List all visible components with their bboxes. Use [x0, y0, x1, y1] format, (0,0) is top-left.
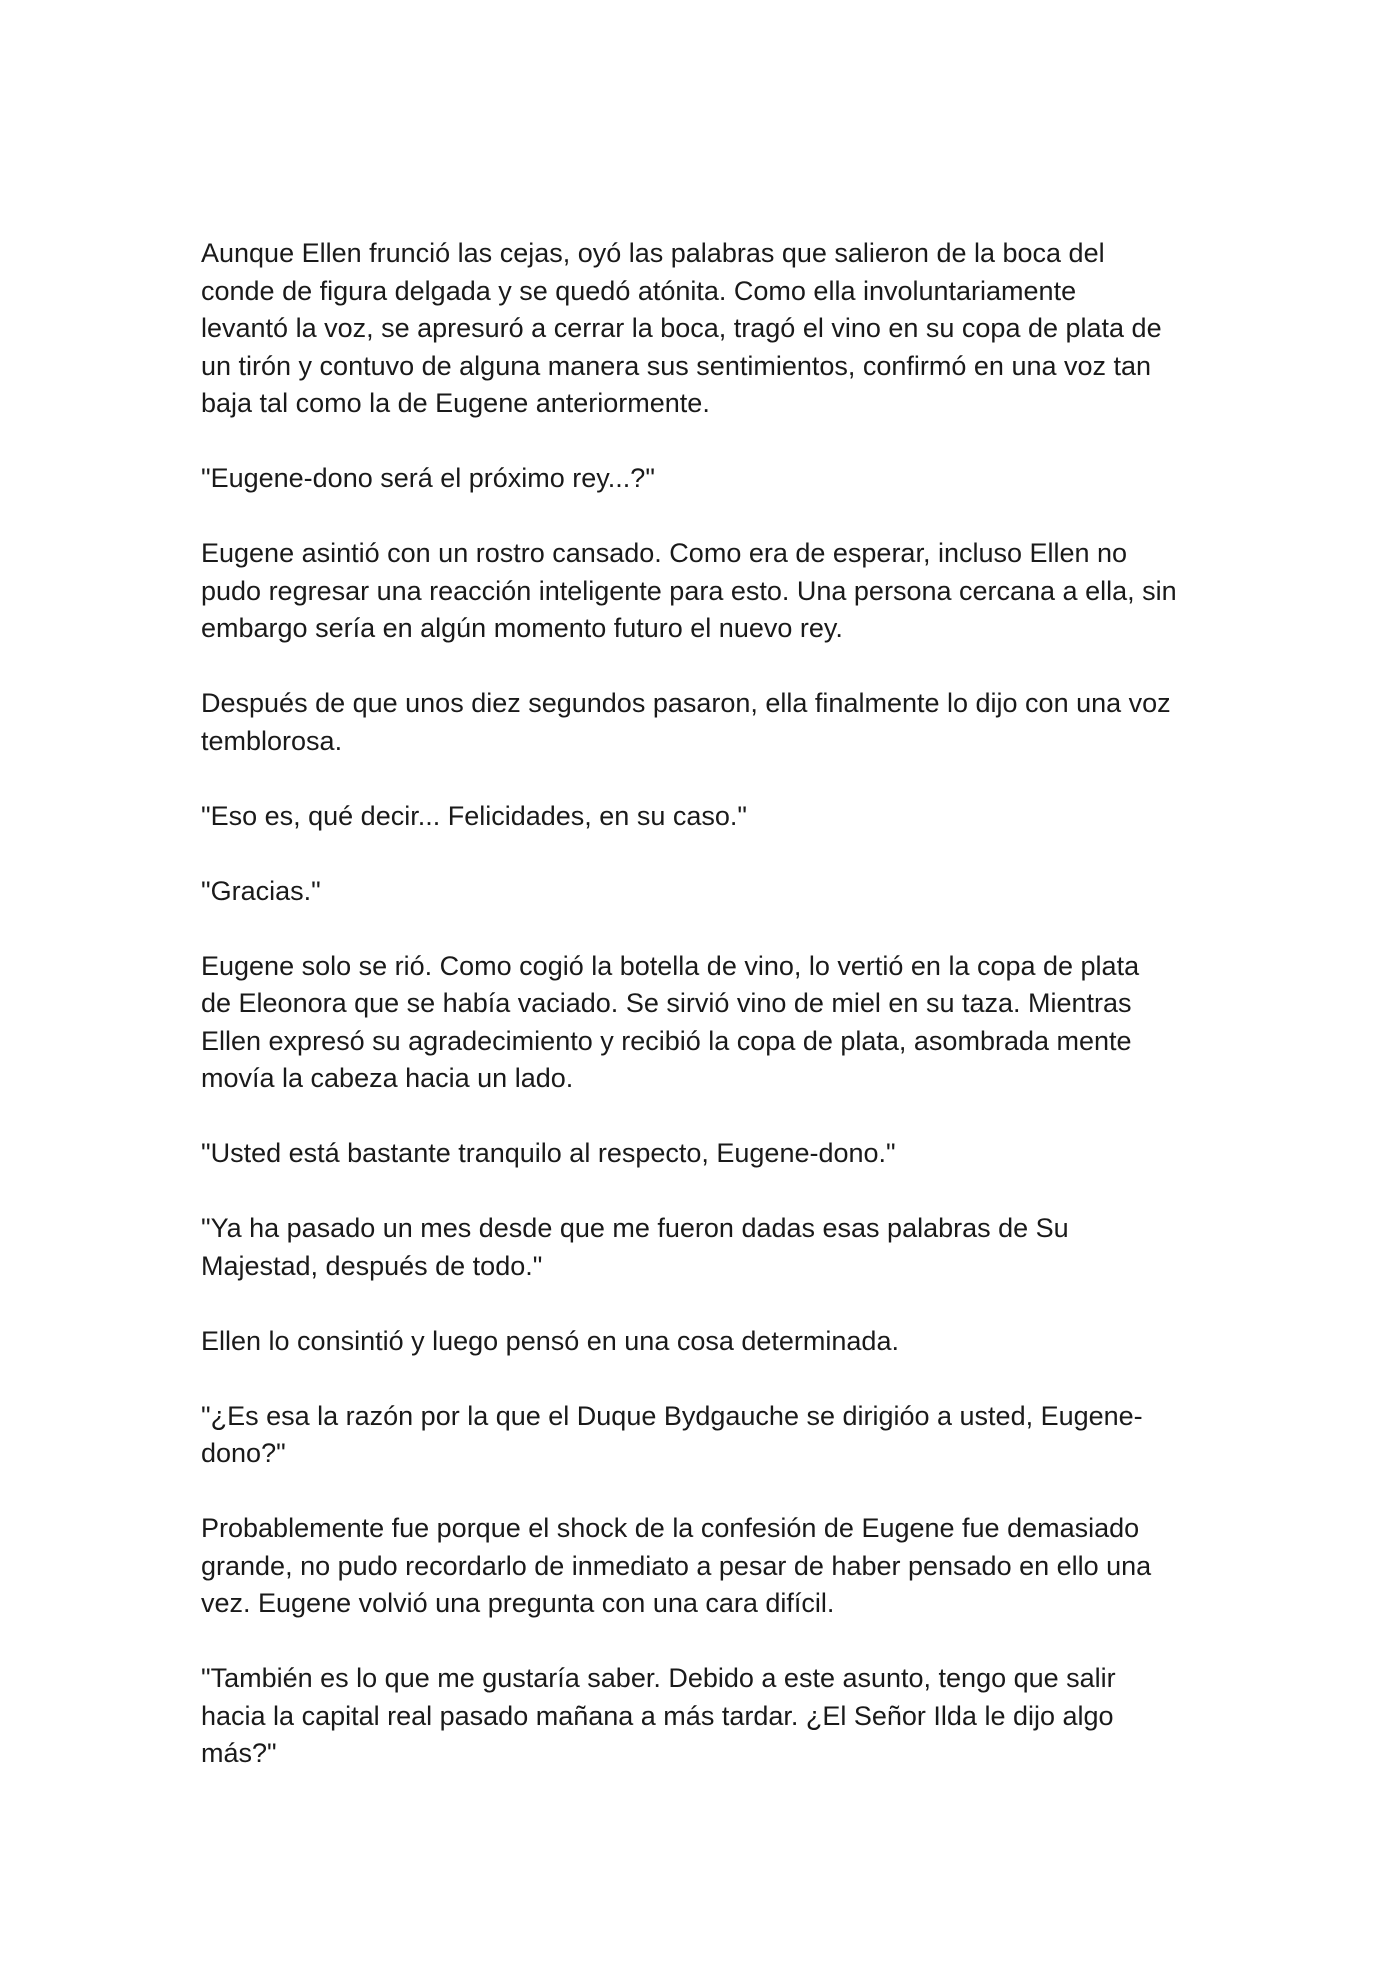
paragraph	[201, 1398, 1211, 1473]
text-line: "Gracias."	[201, 875, 321, 906]
text-line: Probablemente fue porque el shock de la confesión de Eugene fue demasiado	[201, 1513, 1140, 1543]
text-line: de Eleonora que se había vaciado. Se sirvió vino de miel en su taza. Mientras	[201, 988, 1132, 1018]
text-line: Eugene asintió con un rostro cansado. Como era de esperar, incluso Ellen no	[201, 538, 1128, 568]
paragraph	[201, 873, 1211, 911]
paragraph	[201, 798, 1211, 836]
document-body	[201, 235, 1211, 1810]
text-line: Después de que unos diez segundos pasaron, ella finalmente lo dijo con una voz	[201, 688, 1171, 718]
text-line: grande, no pudo recordarlo de inmediato a pesar de haber pensado en ello una	[201, 1550, 1152, 1581]
text-line: embargo sería en algún momento futuro el nuevo rey.	[201, 613, 843, 643]
text-line: Ellen lo consintió y luego pensó en una cosa determinada.	[201, 1325, 899, 1356]
text-line: más?"	[201, 1738, 277, 1768]
text-line: "Eugene-dono será el próximo rey...?"	[201, 463, 655, 493]
text-line: movía la cabeza hacia un lado.	[201, 1063, 574, 1093]
text-line: levantó la voz, se apresuró a cerrar la boca, tragó el vino en su copa de plata de	[201, 313, 1162, 343]
paragraph	[201, 1323, 1211, 1361]
paragraph	[201, 1510, 1211, 1623]
text-line: un tirón y contuvo de alguna manera sus sentimientos, confirmó en una voz tan	[201, 350, 1152, 381]
text-line: vez. Eugene volvió una pregunta con una cara difícil.	[201, 1588, 835, 1618]
text-line: "Ya ha pasado un mes desde que me fueron dadas esas palabras de Su	[201, 1213, 1069, 1243]
text-line: dono?"	[201, 1438, 286, 1468]
paragraph	[201, 685, 1211, 760]
paragraph	[201, 948, 1211, 1098]
text-line: hacia la capital real pasado mañana a más tardar. ¿El Señor Ilda le dijo algo	[201, 1700, 1114, 1731]
text-line: "¿Es esa la razón por la que el Duque Bydgauche se dirigióo a usted, Eugene-	[201, 1400, 1143, 1431]
paragraph	[201, 235, 1211, 423]
text-line: baja tal como la de Eugene anteriormente.	[201, 388, 710, 418]
text-line: "Eso es, qué decir... Felicidades, en su caso."	[201, 800, 747, 831]
text-line: Aunque Ellen frunció las cejas, oyó las palabras que salieron de la boca del	[201, 238, 1105, 268]
text-line: Ellen expresó su agradecimiento y recibió la copa de plata, asombrada mente	[201, 1025, 1132, 1056]
text-line: pudo regresar una reacción inteligente para esto. Una persona cercana a ella, sin	[201, 575, 1177, 606]
paragraph	[201, 460, 1211, 498]
paragraph	[201, 1210, 1211, 1285]
text-line: Majestad, después de todo."	[201, 1250, 543, 1281]
text-line: "También es lo que me gustaría saber. Debido a este asunto, tengo que salir	[201, 1663, 1116, 1693]
text-line: "Usted está bastante tranquilo al respecto, Eugene-dono."	[201, 1138, 896, 1168]
text-line: Eugene solo se rió. Como cogió la botella de vino, lo vertió en la copa de plata	[201, 950, 1140, 981]
paragraph	[201, 535, 1211, 648]
paragraph	[201, 1660, 1211, 1773]
paragraph	[201, 1135, 1211, 1173]
text-line: conde de figura delgada y se quedó atónita. Como ella involuntariamente	[201, 275, 1077, 306]
text-line: temblorosa.	[201, 725, 343, 756]
